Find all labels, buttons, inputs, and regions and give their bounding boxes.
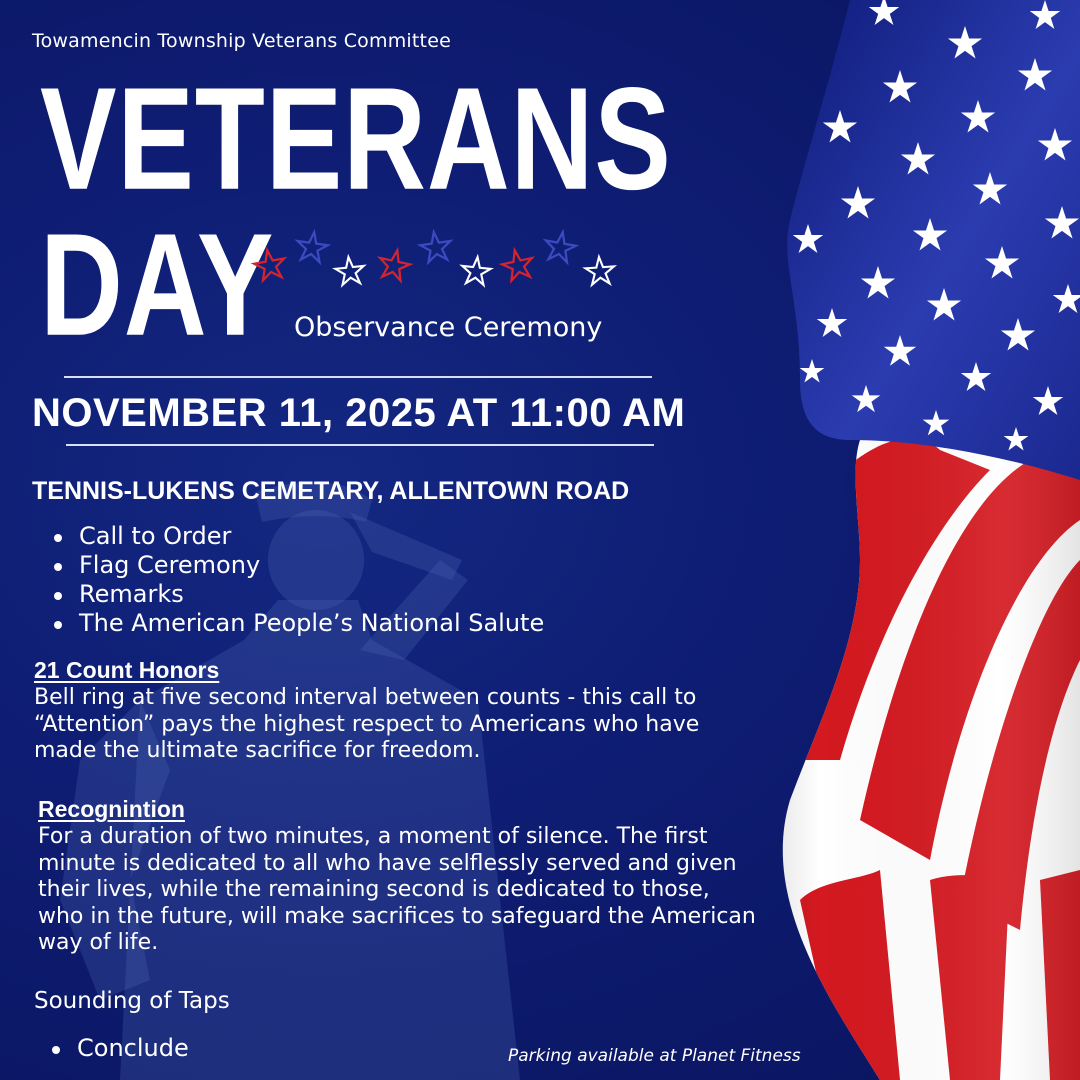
star-outline-icon xyxy=(543,230,578,264)
event-date-time: NOVEMBER 11, 2025 AT 11:00 AM xyxy=(32,391,686,435)
star-outline-icon xyxy=(419,230,453,263)
parking-note: Parking available at Planet Fitness xyxy=(508,1046,801,1066)
conclude-list xyxy=(50,1034,189,1063)
subtitle: Observance Ceremony xyxy=(294,312,603,343)
divider-top xyxy=(64,376,652,378)
recognition-text: For a duration of two minutes, a moment of silence. The first minute is dedicated to all who have selflessly served and given their lives, while the remaining second is dedicated to those, who in the future, will make sacrifices to safeguard the American way of life. xyxy=(38,824,756,955)
organization-name: Towamencin Township Veterans Committee xyxy=(32,30,451,52)
honors-heading: 21 Count Honors xyxy=(34,657,220,683)
star-outline-icon xyxy=(295,230,329,263)
star-outline-icon xyxy=(376,247,412,282)
event-location: TENNIS-LUKENS CEMETARY, ALLENTOWN ROAD xyxy=(32,477,630,505)
title-day: DAY xyxy=(40,202,275,366)
star-outline-icon xyxy=(585,256,615,285)
star-outline-icon xyxy=(500,247,536,282)
star-outline-icon xyxy=(334,256,365,286)
program-list xyxy=(52,522,544,638)
list-item: Remarks xyxy=(52,580,544,609)
divider-bottom xyxy=(66,444,654,446)
recognition-heading: Recognintion xyxy=(38,796,185,822)
honors-text: Bell ring at five second interval between counts - this call to “Attention” pays the highest respect to Americans who have made the ultimate sacrifice for freedom. xyxy=(34,685,700,763)
star-outline-icon xyxy=(461,256,492,286)
list-item: Conclude xyxy=(50,1034,189,1063)
star-outline-icon xyxy=(252,248,287,282)
taps-heading: Sounding of Taps xyxy=(34,988,230,1014)
decorative-stars-row xyxy=(248,228,628,298)
list-item: The American People’s National Salute xyxy=(52,609,544,638)
list-item: Call to Order xyxy=(52,522,544,551)
list-item: Flag Ceremony xyxy=(52,551,544,580)
title-veterans: VETERANS xyxy=(40,56,672,220)
